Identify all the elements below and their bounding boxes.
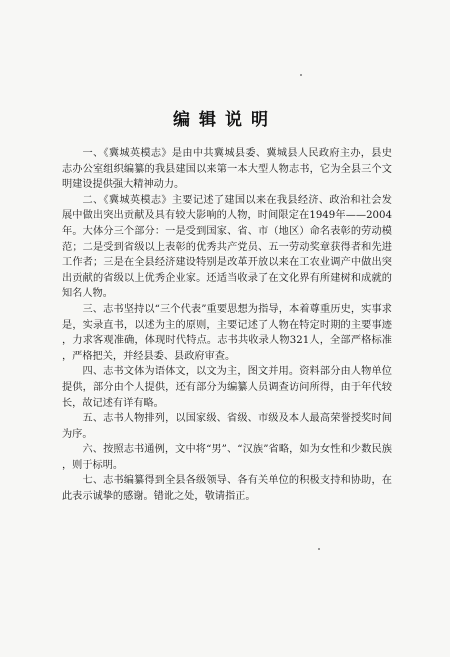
note-paragraph-1: 一、《冀城英模志》是由中共冀城县委、冀城县人民政府主办，县史志办公室组织编纂的我县建国以来第一本大型人物志书，它为全县三个文明建设提供强大精神动力。 xyxy=(62,148,392,191)
scan-speck xyxy=(318,548,320,550)
note-paragraph-2: 二、《冀城英模志》主要记述了建国以来在我县经济、政治和社会发展中做出突出贡献及具有较大影响的人物，时间限定在1949年——2004年。大体分三个部分：一是受到国家、省、市（地区）命名表彰的劳动模范；二是受到省级以上表彰的优秀共产党员、五一劳动奖章获得者和先进工作者；三是在全县经济建设特别是改革开放以来在工农业调产中做出突出贡献的省级以上优秀企业家。还适当收录了在文化界有所建树和成就的知名人物。 xyxy=(62,194,392,300)
scan-speck xyxy=(300,74,302,76)
page-title: 编辑说明 xyxy=(173,110,277,131)
note-paragraph-4: 四、志书文体为语体文，以文为主，图文并用。资料部分由人物单位提供，部分由个人提供，还有部分为编纂人员调查访问所得，由于年代较长，故记述有详有略。 xyxy=(62,366,392,409)
note-paragraph-5: 五、志书人物排列，以国家级、省级、市级及本人最高荣誉授奖时间为序。 xyxy=(62,413,392,440)
note-paragraph-6: 六、按照志书通例，文中将“男”、“汉族”省略，如为女性和少数民族，则于标明。 xyxy=(62,444,392,471)
note-paragraph-7: 七、志书编纂得到全县各级领导、各有关单位的积极支持和协助，在此表示诚挚的感谢。错讹之处，敬请指正。 xyxy=(62,475,392,503)
note-paragraph-3: 三、志书坚持以“三个代表”重要思想为指导，本着尊重历史，实事求是，实录直书，以述为主的原则，主要记述了人物在特定时期的主要事迹，力求客观准确，体现时代特点。志书共收录人物321人，全部严格标准，严格把关，并经县委、县政府审查。 xyxy=(62,303,392,362)
editorial-notes-body xyxy=(62,146,392,505)
